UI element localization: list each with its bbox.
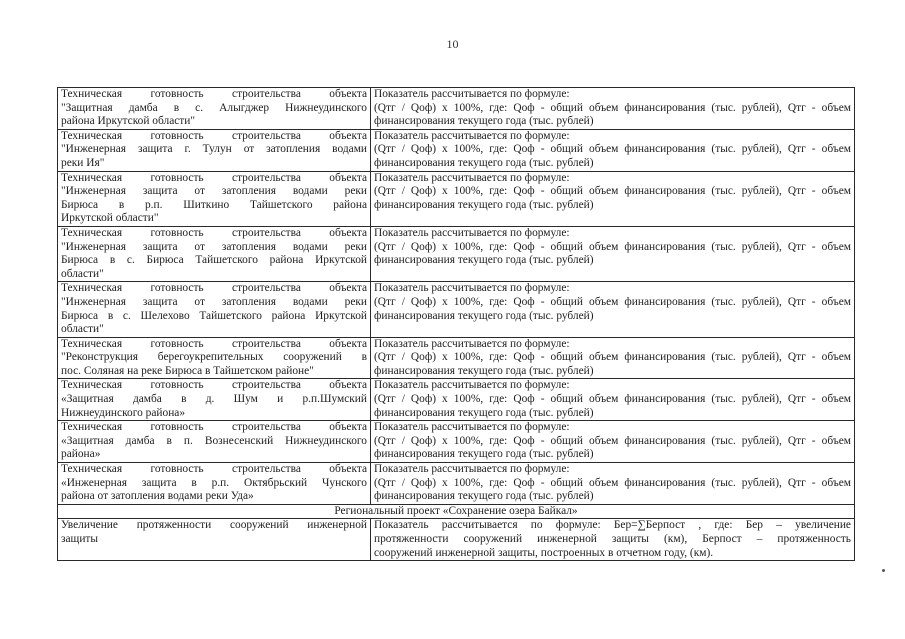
- formula-definition-end: финансирования текущего года (тыс. рублей): [374, 115, 594, 128]
- indicator-table: [57, 87, 855, 561]
- formula-intro: Показатель рассчитывается по формуле:: [374, 129, 570, 142]
- indicator-name-cell: [58, 226, 371, 281]
- formula-cell: [371, 463, 855, 505]
- indicator-name-line: Техническая готовность строительства объекта: [61, 129, 367, 142]
- table-row: [58, 337, 855, 379]
- indicator-name-line: Техническая готовность строительства объекта: [61, 171, 367, 184]
- formula-definition: (Qтг / Qоф) х 100%, где: Qоф - общий объем финансирования (тыс. рублей), Qтг - объем: [374, 476, 851, 489]
- table-row: [58, 129, 855, 171]
- section-title: Региональный проект «Сохранение озера Байкал»: [58, 504, 855, 519]
- indicator-name-line: "Реконструкция берегоукрепительных сооружений в: [61, 351, 367, 364]
- formula-definition-end: финансирования текущего года (тыс. рублей): [374, 309, 594, 322]
- formula-cell: [371, 226, 855, 281]
- formula-definition: (Qтг / Qоф) х 100%, где: Qоф - общий объем финансирования (тыс. рублей), Qтг - объем: [374, 393, 851, 406]
- indicator-name-line: "Защитная дамба в с. Алыгджер Нижнеудинского: [61, 101, 367, 114]
- indicator-name-line: Бирюса в р.п. Шиткино Тайшетского района: [61, 198, 367, 211]
- table-row: [58, 379, 855, 421]
- formula-definition: (Qтг / Qоф) х 100%, где: Qоф - общий объем финансирования (тыс. рублей), Qтг - объем: [374, 185, 851, 198]
- page-number: 10: [446, 37, 459, 51]
- formula-intro: Показатель рассчитывается по формуле:: [374, 379, 570, 392]
- formula-cell: [371, 129, 855, 171]
- formula-definition-end: финансирования текущего года (тыс. рублей): [374, 156, 594, 169]
- indicator-name-line: Бирюса в с. Бирюса Тайшетского района Иркутской: [61, 254, 367, 267]
- indicator-name-line: Нижнеудинского района»: [61, 406, 186, 419]
- formula-line: Показатель рассчитывается по формуле: Бер=∑Берпост , где: Бер – увеличение: [374, 519, 851, 532]
- indicator-name-line: района от затопления водами реки Уда»: [61, 490, 254, 503]
- table-body: [58, 88, 855, 561]
- indicator-name-line: Техническая готовность строительства объекта: [61, 226, 367, 239]
- table-row: [58, 226, 855, 281]
- section-row: [58, 504, 855, 519]
- formula-cell: [371, 282, 855, 337]
- formula-cell: [371, 421, 855, 463]
- formula-intro: Показатель рассчитывается по формуле:: [374, 88, 570, 100]
- indicator-name-line: "Инженерная защита от затопления водами реки: [61, 295, 367, 308]
- indicator-name-line: "Инженерная защита от затопления водами реки: [61, 185, 367, 198]
- indicator-name-cell: [58, 171, 371, 226]
- formula-definition-end: финансирования текущего года (тыс. рублей): [374, 406, 594, 419]
- table-row: [58, 282, 855, 337]
- formula-cell: [371, 519, 855, 561]
- formula-intro: Показатель рассчитывается по формуле:: [374, 171, 570, 184]
- indicator-name-cell: [58, 379, 371, 421]
- indicator-name-cell: [58, 463, 371, 505]
- table-row: [58, 519, 855, 561]
- formula-definition: (Qтг / Qоф) х 100%, где: Qоф - общий объем финансирования (тыс. рублей), Qтг - объем: [374, 240, 851, 253]
- scan-speck: [882, 569, 885, 572]
- formula-definition: (Qтг / Qоф) х 100%, где: Qоф - общий объем финансирования (тыс. рублей), Qтг - объем: [374, 434, 851, 447]
- indicator-name-line: "Инженерная защита г. Тулун от затопления водами: [61, 143, 367, 156]
- indicator-name-line: Иркутской области": [61, 212, 159, 225]
- indicator-name-line: «Защитная дамба в п. Вознесенский Нижнеудинского: [61, 434, 367, 447]
- indicator-name-line: Техническая готовность строительства объекта: [61, 337, 367, 350]
- indicator-name-line: Бирюса в с. Шелехово Тайшетского района Иркутской: [61, 309, 367, 322]
- formula-definition-end: финансирования текущего года (тыс. рублей): [374, 448, 594, 461]
- formula-intro: Показатель рассчитывается по формуле:: [374, 463, 570, 476]
- indicator-name-line: Увеличение протяженности сооружений инженерной: [61, 519, 367, 532]
- indicator-name-cell: [58, 421, 371, 463]
- table-row: [58, 463, 855, 505]
- formula-line: протяженности сооружений инженерной защиты (км), Берпост – протяженность: [374, 533, 851, 545]
- formula-cell: [371, 171, 855, 226]
- formula-cell: [371, 88, 855, 130]
- formula-cell: [371, 337, 855, 379]
- indicator-name-line: «Инженерная защита в р.п. Октябрьский Чунского: [61, 476, 367, 489]
- formula-definition-end: финансирования текущего года (тыс. рублей): [374, 364, 594, 377]
- formula-line: сооружений инженерной защиты, построенных в отчетном году, (км).: [374, 546, 714, 559]
- indicator-name-line: "Инженерная защита от затопления водами реки: [61, 240, 367, 253]
- table-row: [58, 88, 855, 130]
- indicator-name-line: защиты: [61, 533, 99, 545]
- indicator-name-cell: [58, 88, 371, 130]
- indicator-name-line: Техническая готовность строительства объекта: [61, 282, 367, 295]
- indicator-name-line: района»: [61, 448, 101, 461]
- indicator-name-line: Техническая готовность строительства объекта: [61, 88, 367, 100]
- formula-definition-end: финансирования текущего года (тыс. рублей): [374, 254, 594, 267]
- formula-intro: Показатель рассчитывается по формуле:: [374, 421, 570, 434]
- indicator-name-line: реки Ия": [61, 156, 105, 169]
- formula-definition-end: финансирования текущего года (тыс. рублей): [374, 490, 594, 503]
- indicator-name-line: Техническая готовность строительства объекта: [61, 421, 367, 434]
- formula-definition: (Qтг / Qоф) х 100%, где: Qоф - общий объем финансирования (тыс. рублей), Qтг - объем: [374, 351, 851, 364]
- indicator-name-cell: [58, 519, 371, 561]
- indicator-name-line: «Защитная дамба в д. Шум и р.п.Шумский: [61, 393, 367, 406]
- table-row: [58, 171, 855, 226]
- indicator-name-line: района Иркутской области": [61, 115, 196, 128]
- indicator-name-line: Техническая готовность строительства объекта: [61, 379, 367, 392]
- indicator-name-cell: [58, 337, 371, 379]
- indicator-name-cell: [58, 282, 371, 337]
- formula-definition-end: финансирования текущего года (тыс. рублей): [374, 198, 594, 211]
- indicator-name-cell: [58, 129, 371, 171]
- formula-cell: [371, 379, 855, 421]
- formula-intro: Показатель рассчитывается по формуле:: [374, 337, 570, 350]
- formula-definition: (Qтг / Qоф) х 100%, где: Qоф - общий объем финансирования (тыс. рублей), Qтг - объем: [374, 295, 851, 308]
- formula-definition: (Qтг / Qоф) х 100%, где: Qоф - общий объем финансирования (тыс. рублей), Qтг - объем: [374, 143, 851, 156]
- indicator-name-line: Техническая готовность строительства объекта: [61, 463, 367, 476]
- formula-definition: (Qтг / Qоф) х 100%, где: Qоф - общий объем финансирования (тыс. рублей), Qтг - объем: [374, 101, 851, 114]
- formula-intro: Показатель рассчитывается по формуле:: [374, 226, 570, 239]
- table-row: [58, 421, 855, 463]
- indicator-name-line: области": [61, 323, 104, 336]
- indicator-name-line: области": [61, 267, 104, 280]
- formula-intro: Показатель рассчитывается по формуле:: [374, 282, 570, 295]
- indicator-name-line: пос. Соляная на реке Бирюса в Тайшетском районе": [61, 364, 314, 377]
